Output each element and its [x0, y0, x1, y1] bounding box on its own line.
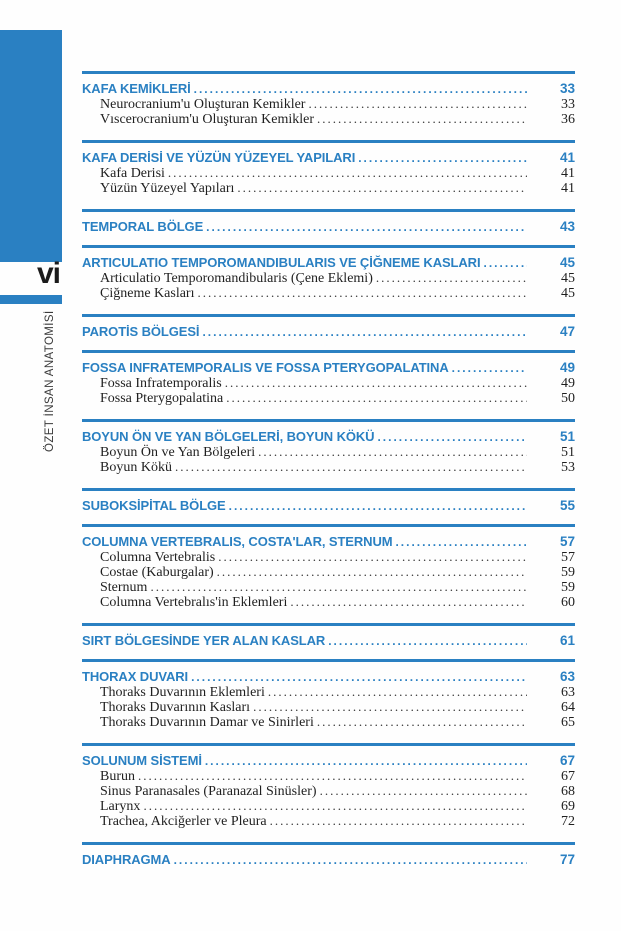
- section-title: ARTICULATIO TEMPOROMANDIBULARIS VE ÇİĞNEME KASLARI: [82, 255, 481, 270]
- dot-leader: [143, 798, 527, 814]
- section-divider-line: [82, 623, 575, 626]
- table-of-contents: [82, 71, 575, 878]
- subentry-page-number: 59: [561, 580, 575, 595]
- subentry-title: Vıscerocranium'u Oluşturan Kemikler: [100, 112, 315, 127]
- section-page-number: 41: [559, 150, 575, 165]
- subentry-title: Articulatio Temporomandibularis (Çene Eklemi): [100, 271, 373, 286]
- section-title: THORAX DUVARI: [82, 669, 189, 684]
- toc-heading-row: [82, 669, 575, 684]
- toc-subentry-row: [82, 285, 575, 300]
- dot-leader: [317, 714, 527, 730]
- toc-section: [82, 524, 575, 623]
- toc-heading-row: [82, 429, 575, 444]
- toc-subentry-row: [82, 783, 575, 798]
- section-subentries: [82, 165, 575, 195]
- section-divider-line: [82, 842, 575, 845]
- toc-section: [82, 419, 575, 488]
- section-title: KAFA DERİSİ VE YÜZÜN YÜZEYEL YAPILARI: [82, 150, 356, 165]
- subentry-title: Columna Vertebralıs'in Eklemleri: [100, 595, 288, 610]
- toc-heading-row: [82, 498, 575, 513]
- section-page-number: 51: [559, 429, 575, 444]
- section-page-number: 55: [559, 498, 575, 513]
- toc-heading-row: [82, 150, 575, 165]
- toc-subentry-row: [82, 813, 575, 828]
- page-number: vi: [36, 257, 60, 290]
- toc-section: [82, 623, 575, 659]
- subentry-page-number: 51: [561, 445, 575, 460]
- subentry-title: Çiğneme Kasları: [100, 286, 195, 301]
- section-page-number: 49: [559, 360, 575, 375]
- book-title-vertical: ÖZET İNSAN ANATOMİSİ: [44, 310, 56, 452]
- dot-leader: [290, 594, 527, 610]
- subentry-page-number: 50: [561, 391, 575, 406]
- dot-leader: [197, 285, 527, 301]
- toc-subentry-row: [82, 111, 575, 126]
- toc-section: [82, 314, 575, 350]
- section-page-number: 77: [559, 852, 575, 867]
- section-subentries: [82, 684, 575, 729]
- dot-leader: [175, 459, 527, 475]
- section-subentries: [82, 549, 575, 609]
- subentry-page-number: 64: [561, 700, 575, 715]
- toc-subentry-row: [82, 594, 575, 609]
- subentry-page-number: 69: [561, 799, 575, 814]
- subentry-page-number: 49: [561, 376, 575, 391]
- toc-heading-row: [82, 255, 575, 270]
- section-title: SOLUNUM SİSTEMİ: [82, 753, 202, 768]
- toc-subentry-row: [82, 798, 575, 813]
- subentry-page-number: 65: [561, 715, 575, 730]
- section-title: FOSSA INFRATEMPORALIS VE FOSSA PTERYGOPALATINA: [82, 360, 449, 375]
- subentry-title: Columna Vertebralis: [100, 550, 216, 565]
- toc-subentry-row: [82, 714, 575, 729]
- subentry-page-number: 68: [561, 784, 575, 799]
- section-title: DIAPHRAGMA: [82, 852, 171, 867]
- dot-leader: [377, 429, 527, 445]
- toc-heading-row: [82, 852, 575, 867]
- subentry-title: Neurocranium'u Oluşturan Kemikler: [100, 97, 306, 112]
- dot-leader: [150, 579, 527, 595]
- subentry-title: Larynx: [100, 799, 141, 814]
- dot-leader: [225, 375, 527, 391]
- section-page-number: 61: [559, 633, 575, 648]
- section-subentries: [82, 270, 575, 300]
- subentry-page-number: 57: [561, 550, 575, 565]
- section-title: TEMPORAL BÖLGE: [82, 219, 204, 234]
- toc-heading-row: [82, 534, 575, 549]
- dot-leader: [268, 684, 527, 700]
- toc-heading-row: [82, 753, 575, 768]
- dot-leader: [328, 633, 527, 649]
- section-page-number: 33: [559, 81, 575, 96]
- section-divider-line: [82, 419, 575, 422]
- toc-section: [82, 350, 575, 419]
- section-subentries: [82, 444, 575, 474]
- dot-leader: [308, 96, 527, 112]
- dot-leader: [483, 255, 527, 271]
- section-divider-line: [82, 524, 575, 527]
- toc-subentry-row: [82, 564, 575, 579]
- dot-leader: [253, 699, 527, 715]
- toc-heading-row: [82, 633, 575, 648]
- dot-leader: [376, 270, 527, 286]
- subentry-title: Sternum: [100, 580, 148, 595]
- dot-leader: [452, 360, 527, 376]
- subentry-title: Kafa Derisi: [100, 166, 165, 181]
- dot-leader: [168, 165, 527, 181]
- subentry-page-number: 72: [561, 814, 575, 829]
- subentry-page-number: 36: [561, 112, 575, 127]
- subentry-title: Thoraks Duvarının Kasları: [100, 700, 251, 715]
- subentry-title: Burun: [100, 769, 135, 784]
- section-title: KAFA KEMİKLERİ: [82, 81, 191, 96]
- dot-leader: [320, 783, 527, 799]
- subentry-title: Sinus Paranasales (Paranazal Sinüsler): [100, 784, 317, 799]
- section-title: COLUMNA VERTEBRALIS, COSTA'LAR, STERNUM: [82, 534, 393, 549]
- toc-section: [82, 71, 575, 140]
- section-title: SIRT BÖLGESİNDE YER ALAN KASLAR: [82, 633, 326, 648]
- subentry-title: Costae (Kaburgalar): [100, 565, 214, 580]
- section-page-number: 45: [559, 255, 575, 270]
- dot-leader: [138, 768, 527, 784]
- section-divider-line: [82, 140, 575, 143]
- section-divider-line: [82, 659, 575, 662]
- subentry-title: Thoraks Duvarının Damar ve Sinirleri: [100, 715, 314, 730]
- toc-subentry-row: [82, 768, 575, 783]
- subentry-page-number: 41: [561, 166, 575, 181]
- section-subentries: [82, 96, 575, 126]
- dot-leader: [217, 564, 527, 580]
- section-subentries: [82, 768, 575, 828]
- subentry-title: Boyun Ön ve Yan Bölgeleri: [100, 445, 256, 460]
- subentry-page-number: 53: [561, 460, 575, 475]
- dot-leader: [191, 669, 527, 685]
- subentry-page-number: 59: [561, 565, 575, 580]
- section-page-number: 57: [559, 534, 575, 549]
- section-divider-line: [82, 209, 575, 212]
- section-page-number: 63: [559, 669, 575, 684]
- sidebar-accent-block: [0, 30, 62, 262]
- section-divider-line: [82, 350, 575, 353]
- dot-leader: [237, 180, 527, 196]
- toc-subentry-row: [82, 270, 575, 285]
- toc-heading-row: [82, 81, 575, 96]
- dot-leader: [205, 753, 527, 769]
- toc-subentry-row: [82, 549, 575, 564]
- subentry-page-number: 41: [561, 181, 575, 196]
- section-subentries: [82, 375, 575, 405]
- subentry-page-number: 45: [561, 286, 575, 301]
- toc-subentry-row: [82, 180, 575, 195]
- toc-subentry-row: [82, 96, 575, 111]
- toc-subentry-row: [82, 459, 575, 474]
- toc-section: [82, 209, 575, 245]
- dot-leader: [206, 219, 527, 235]
- dot-leader: [270, 813, 527, 829]
- toc-section: [82, 245, 575, 314]
- dot-leader: [229, 498, 527, 514]
- dot-leader: [317, 111, 527, 127]
- section-divider-line: [82, 71, 575, 74]
- sidebar-accent-bar: [0, 295, 62, 304]
- toc-subentry-row: [82, 444, 575, 459]
- section-divider-line: [82, 245, 575, 248]
- toc-heading-row: [82, 219, 575, 234]
- subentry-title: Thoraks Duvarının Eklemleri: [100, 685, 265, 700]
- subentry-title: Fossa Infratemporalis: [100, 376, 222, 391]
- dot-leader: [202, 324, 527, 340]
- dot-leader: [174, 852, 527, 868]
- toc-heading-row: [82, 324, 575, 339]
- toc-subentry-row: [82, 165, 575, 180]
- section-page-number: 67: [559, 753, 575, 768]
- subentry-page-number: 45: [561, 271, 575, 286]
- section-title: SUBOKSİPİTAL BÖLGE: [82, 498, 226, 513]
- subentry-page-number: 63: [561, 685, 575, 700]
- toc-subentry-row: [82, 699, 575, 714]
- subentry-page-number: 33: [561, 97, 575, 112]
- section-title: BOYUN ÖN VE YAN BÖLGELERİ, BOYUN KÖKÜ: [82, 429, 375, 444]
- dot-leader: [218, 549, 527, 565]
- toc-subentry-row: [82, 579, 575, 594]
- subentry-title: Trachea, Akciğerler ve Pleura: [100, 814, 267, 829]
- toc-section: [82, 140, 575, 209]
- toc-subentry-row: [82, 390, 575, 405]
- subentry-title: Fossa Pterygopalatina: [100, 391, 224, 406]
- toc-heading-row: [82, 360, 575, 375]
- toc-subentry-row: [82, 684, 575, 699]
- subentry-title: Yüzün Yüzeyel Yapıları: [100, 181, 235, 196]
- toc-subentry-row: [82, 375, 575, 390]
- section-divider-line: [82, 488, 575, 491]
- dot-leader: [194, 81, 527, 97]
- section-page-number: 43: [559, 219, 575, 234]
- section-divider-line: [82, 314, 575, 317]
- dot-leader: [358, 150, 527, 166]
- dot-leader: [226, 390, 527, 406]
- toc-section: [82, 842, 575, 878]
- section-page-number: 47: [559, 324, 575, 339]
- section-divider-line: [82, 743, 575, 746]
- toc-section: [82, 743, 575, 842]
- section-title: PAROTİS BÖLGESİ: [82, 324, 200, 339]
- dot-leader: [395, 534, 527, 550]
- toc-section: [82, 659, 575, 743]
- subentry-page-number: 60: [561, 595, 575, 610]
- toc-section: [82, 488, 575, 524]
- subentry-title: Boyun Kökü: [100, 460, 172, 475]
- dot-leader: [258, 444, 527, 460]
- subentry-page-number: 67: [561, 769, 575, 784]
